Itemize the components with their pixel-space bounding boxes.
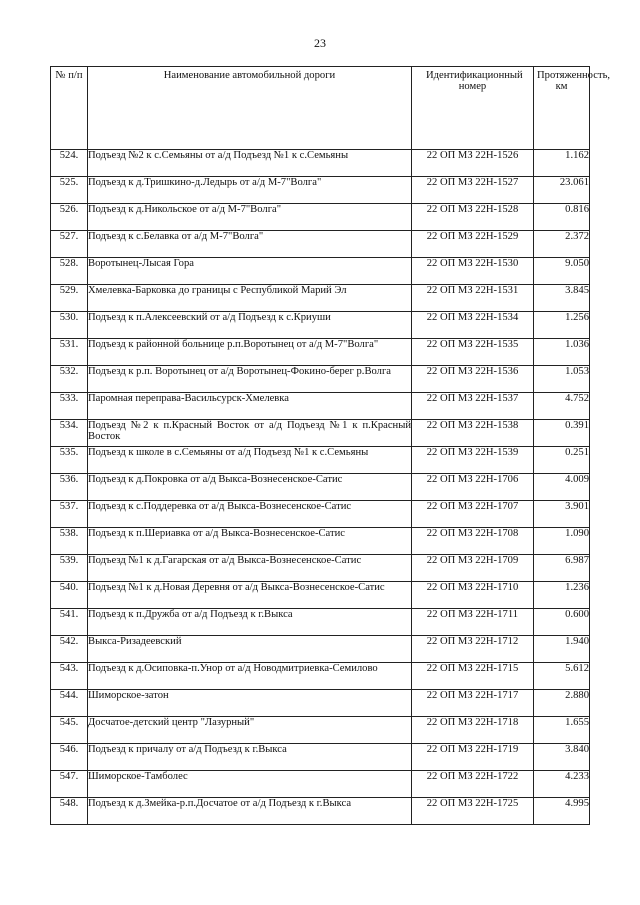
road-length: 4.752 <box>534 393 590 420</box>
page-number: 23 <box>314 36 326 50</box>
road-length: 3.840 <box>534 744 590 771</box>
road-length: 1.256 <box>534 312 590 339</box>
road-name: Подъезд к с.Поддеревка от а/д Выкса-Вознесенское-Сатис <box>88 501 412 528</box>
road-length: 1.090 <box>534 528 590 555</box>
table-row <box>51 663 590 690</box>
table-row <box>51 339 590 366</box>
road-ident: 22 ОП МЗ 22Н-1534 <box>412 312 534 339</box>
table-row <box>51 690 590 717</box>
road-name: Хмелевка-Барковка до границы с Республикой Марий Эл <box>88 285 412 312</box>
row-number: 527. <box>51 231 88 258</box>
road-ident: 22 ОП МЗ 22Н-1712 <box>412 636 534 663</box>
road-ident: 22 ОП МЗ 22Н-1537 <box>412 393 534 420</box>
road-length: 4.009 <box>534 474 590 501</box>
road-name: Подъезд к д.Покровка от а/д Выкса-Вознесенское-Сатис <box>88 474 412 501</box>
road-length: 0.600 <box>534 609 590 636</box>
header-name: Наименование автомобильной дороги <box>88 67 412 150</box>
row-number: 525. <box>51 177 88 204</box>
road-length: 4.995 <box>534 798 590 825</box>
road-name: Подъезд к причалу от а/д Подъезд к г.Выкса <box>88 744 412 771</box>
row-number: 528. <box>51 258 88 285</box>
road-name: Подъезд к д.Змейка-р.п.Досчатое от а/д Подъезд к г.Выкса <box>88 798 412 825</box>
row-number: 543. <box>51 663 88 690</box>
road-ident: 22 ОП МЗ 22Н-1719 <box>412 744 534 771</box>
table-row <box>51 798 590 825</box>
table-row <box>51 609 590 636</box>
table-row <box>51 393 590 420</box>
road-ident: 22 ОП МЗ 22Н-1707 <box>412 501 534 528</box>
road-name: Подъезд к п.Алексеевский от а/д Подъезд к с.Криуши <box>88 312 412 339</box>
table-row <box>51 528 590 555</box>
table-row <box>51 366 590 393</box>
road-length: 1.162 <box>534 150 590 177</box>
table-row <box>51 177 590 204</box>
road-length: 6.987 <box>534 555 590 582</box>
table-row <box>51 420 590 447</box>
table-row <box>51 474 590 501</box>
road-name: Выкса-Ризадеевский <box>88 636 412 663</box>
road-name: Подъезд к п.Шериавка от а/д Выкса-Вознесенское-Сатис <box>88 528 412 555</box>
row-number: 537. <box>51 501 88 528</box>
road-ident: 22 ОП МЗ 22Н-1531 <box>412 285 534 312</box>
row-number: 546. <box>51 744 88 771</box>
table-row <box>51 501 590 528</box>
table-row <box>51 582 590 609</box>
row-number: 541. <box>51 609 88 636</box>
road-length: 9.050 <box>534 258 590 285</box>
row-number: 540. <box>51 582 88 609</box>
road-name: Паромная переправа-Васильсурск-Хмелевка <box>88 393 412 420</box>
row-number: 524. <box>51 150 88 177</box>
road-length: 5.612 <box>534 663 590 690</box>
road-name: Подъезд к д.Никольское от а/д М-7"Волга" <box>88 204 412 231</box>
road-ident: 22 ОП МЗ 22Н-1708 <box>412 528 534 555</box>
row-number: 534. <box>51 420 88 447</box>
table-body <box>51 150 590 825</box>
road-ident: 22 ОП МЗ 22Н-1722 <box>412 771 534 798</box>
road-length: 1.940 <box>534 636 590 663</box>
table-row <box>51 555 590 582</box>
row-number: 542. <box>51 636 88 663</box>
road-name: Подъезд к д.Осиповка-п.Унор от а/д Новодмитриевка-Семилово <box>88 663 412 690</box>
row-number: 538. <box>51 528 88 555</box>
road-name: Воротынец-Лысая Гора <box>88 258 412 285</box>
row-number: 547. <box>51 771 88 798</box>
road-ident: 22 ОП МЗ 22Н-1529 <box>412 231 534 258</box>
road-length: 0.251 <box>534 447 590 474</box>
road-length: 4.233 <box>534 771 590 798</box>
road-ident: 22 ОП МЗ 22Н-1528 <box>412 204 534 231</box>
road-name: Шиморское-Тамболес <box>88 771 412 798</box>
road-name: Подъезд №1 к д.Новая Деревня от а/д Выкса-Вознесенское-Сатис <box>88 582 412 609</box>
road-name: Подъезд №2 к п.Красный Восток от а/д Подъезд №1 к п.Красный Восток <box>88 420 412 447</box>
road-ident: 22 ОП МЗ 22Н-1536 <box>412 366 534 393</box>
header-ident: Идентификационный номер <box>412 67 534 150</box>
row-number: 539. <box>51 555 88 582</box>
table-row <box>51 771 590 798</box>
road-length: 1.053 <box>534 366 590 393</box>
road-name: Подъезд к д.Тришкино-д.Ледырь от а/д М-7"Волга" <box>88 177 412 204</box>
header-length: Протяженность, км <box>534 67 590 150</box>
table-row <box>51 717 590 744</box>
table-row <box>51 204 590 231</box>
road-name: Подъезд к районной больнице р.п.Воротынец от а/д М-7"Волга" <box>88 339 412 366</box>
road-ident: 22 ОП МЗ 22Н-1530 <box>412 258 534 285</box>
table-row <box>51 447 590 474</box>
road-name: Подъезд к р.п. Воротынец от а/д Воротынец-Фокино-берег р.Волга <box>88 366 412 393</box>
row-number: 548. <box>51 798 88 825</box>
road-length: 1.236 <box>534 582 590 609</box>
road-ident: 22 ОП МЗ 22Н-1538 <box>412 420 534 447</box>
table-row <box>51 744 590 771</box>
road-ident: 22 ОП МЗ 22Н-1535 <box>412 339 534 366</box>
table-row <box>51 285 590 312</box>
row-number: 544. <box>51 690 88 717</box>
road-length: 1.036 <box>534 339 590 366</box>
row-number: 532. <box>51 366 88 393</box>
road-ident: 22 ОП МЗ 22Н-1725 <box>412 798 534 825</box>
row-number: 536. <box>51 474 88 501</box>
table-row <box>51 231 590 258</box>
road-length: 2.880 <box>534 690 590 717</box>
row-number: 526. <box>51 204 88 231</box>
row-number: 545. <box>51 717 88 744</box>
road-ident: 22 ОП МЗ 22Н-1527 <box>412 177 534 204</box>
road-length: 2.372 <box>534 231 590 258</box>
road-ident: 22 ОП МЗ 22Н-1711 <box>412 609 534 636</box>
road-length: 0.391 <box>534 420 590 447</box>
road-length: 3.901 <box>534 501 590 528</box>
road-name: Подъезд к школе в с.Семьяны от а/д Подъезд №1 к с.Семьяны <box>88 447 412 474</box>
road-length: 1.655 <box>534 717 590 744</box>
road-name: Подъезд к п.Дружба от а/д Подъезд к г.Выкса <box>88 609 412 636</box>
road-length: 23.061 <box>534 177 590 204</box>
road-ident: 22 ОП МЗ 22Н-1717 <box>412 690 534 717</box>
roads-table <box>50 66 611 825</box>
road-ident: 22 ОП МЗ 22Н-1706 <box>412 474 534 501</box>
road-name: Подъезд №2 к с.Семьяны от а/д Подъезд №1 к с.Семьяны <box>88 150 412 177</box>
road-length: 3.845 <box>534 285 590 312</box>
road-ident: 22 ОП МЗ 22Н-1539 <box>412 447 534 474</box>
road-name: Досчатое-детский центр "Лазурный" <box>88 717 412 744</box>
table-row <box>51 636 590 663</box>
road-length: 0.816 <box>534 204 590 231</box>
table-row <box>51 312 590 339</box>
road-ident: 22 ОП МЗ 22Н-1709 <box>412 555 534 582</box>
row-number: 530. <box>51 312 88 339</box>
road-ident: 22 ОП МЗ 22Н-1526 <box>412 150 534 177</box>
road-name: Подъезд №1 к д.Гагарская от а/д Выкса-Вознесенское-Сатис <box>88 555 412 582</box>
row-number: 535. <box>51 447 88 474</box>
row-number: 533. <box>51 393 88 420</box>
road-ident: 22 ОП МЗ 22Н-1718 <box>412 717 534 744</box>
table-row <box>51 258 590 285</box>
road-ident: 22 ОП МЗ 22Н-1710 <box>412 582 534 609</box>
table-row <box>51 150 590 177</box>
road-ident: 22 ОП МЗ 22Н-1715 <box>412 663 534 690</box>
road-name: Подъезд к с.Белавка от а/д М-7"Волга" <box>88 231 412 258</box>
header-num: № п/п <box>51 67 88 150</box>
row-number: 529. <box>51 285 88 312</box>
table-header-row <box>51 67 590 150</box>
road-name: Шиморское-затон <box>88 690 412 717</box>
row-number: 531. <box>51 339 88 366</box>
